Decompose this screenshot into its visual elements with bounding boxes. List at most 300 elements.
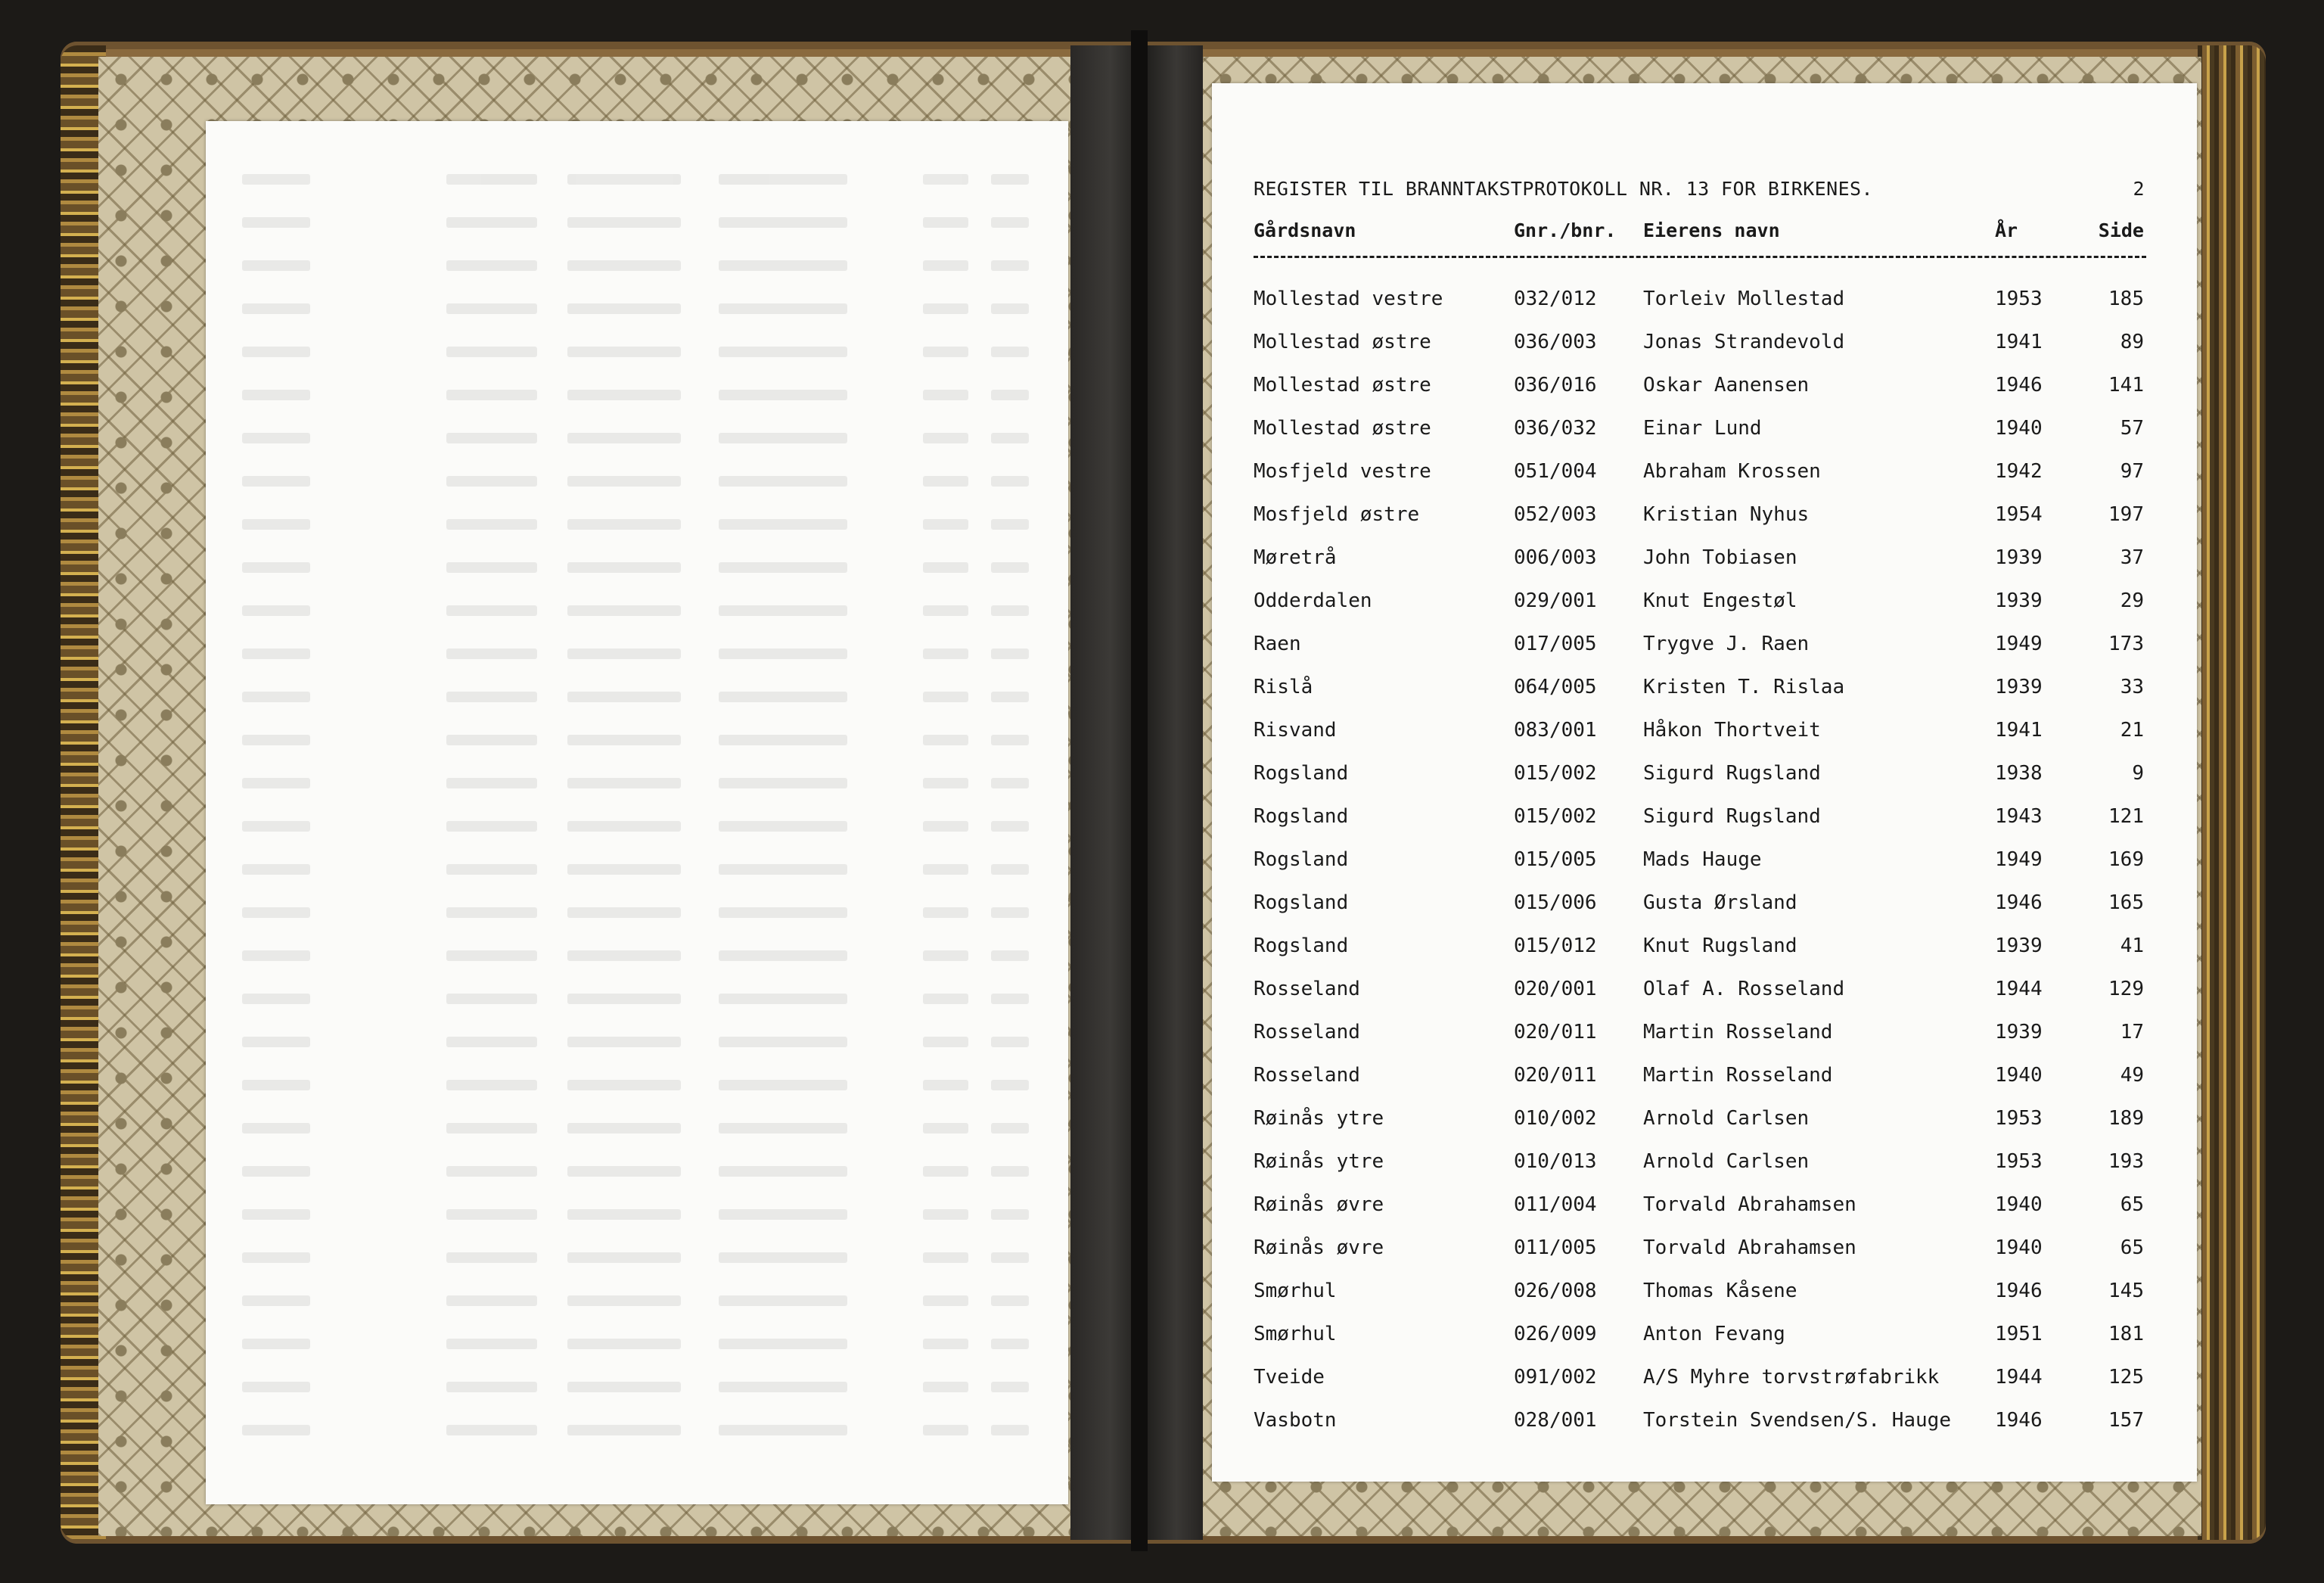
column-header-number: Gnr./bnr.: [1514, 219, 1617, 241]
bleed-through-mark: [242, 950, 310, 961]
bleed-through-mark: [923, 1166, 968, 1177]
bleed-through-mark: [242, 1209, 310, 1220]
bleed-through-mark: [923, 260, 968, 271]
bleed-through-mark: [242, 476, 310, 487]
owner-name: John Tobiasen: [1643, 546, 1797, 569]
page-reference: 141: [2108, 374, 2144, 397]
farm-name: Rosseland: [1254, 978, 1360, 1000]
bleed-through-mark: [567, 605, 681, 616]
bleed-through-mark: [567, 260, 681, 271]
bleed-through-mark: [923, 907, 968, 918]
bleed-through-mark: [242, 260, 310, 271]
bleed-through-mark: [446, 778, 537, 788]
bleed-through-mark: [991, 217, 1029, 228]
bleed-through-mark: [242, 433, 310, 443]
bleed-through-mark: [923, 1382, 968, 1392]
bleed-through-mark: [446, 347, 537, 357]
bleed-through-mark: [446, 692, 537, 702]
bleed-through-mark: [923, 1037, 968, 1047]
farm-name: Mollestad østre: [1254, 331, 1431, 353]
farm-name: Mosfjeld østre: [1254, 503, 1420, 526]
owner-name: Trygve J. Raen: [1643, 633, 1810, 655]
bleed-through-mark: [719, 1080, 847, 1090]
bleed-through-mark: [719, 1037, 847, 1047]
bleed-through-mark: [991, 1295, 1029, 1306]
bleed-through-mark: [991, 605, 1029, 616]
page-reference: 169: [2108, 848, 2144, 871]
bleed-through-mark: [242, 864, 310, 875]
owner-name: Gusta Ørsland: [1643, 891, 1797, 914]
page-reference: 145: [2108, 1280, 2144, 1302]
bleed-through-mark: [923, 390, 968, 400]
bleed-through-mark: [991, 1209, 1029, 1220]
bleed-through-mark: [446, 1209, 537, 1220]
bleed-through-mark: [446, 648, 537, 659]
owner-name: Anton Fevang: [1643, 1323, 1785, 1345]
page-reference: 173: [2108, 633, 2144, 655]
table-row: [1254, 1064, 2161, 1107]
bleed-through-mark: [567, 174, 681, 185]
bleed-through-mark: [567, 1252, 681, 1263]
page-reference: 185: [2108, 288, 2144, 310]
property-number: 006/003: [1514, 546, 1597, 569]
table-row: [1254, 676, 2161, 719]
page-reference: 181: [2108, 1323, 2144, 1345]
table-row: [1254, 805, 2161, 848]
bleed-through-mark: [923, 562, 968, 573]
bleed-through-mark: [719, 994, 847, 1004]
bleed-through-mark: [719, 562, 847, 573]
bleed-through-mark: [991, 347, 1029, 357]
bleed-through-mark: [446, 1123, 537, 1134]
farm-name: Rogsland: [1254, 805, 1349, 828]
farm-name: Tveide: [1254, 1366, 1325, 1389]
owner-name: Torstein Svendsen/S. Hauge: [1643, 1409, 1951, 1432]
bleed-through-mark: [446, 1382, 537, 1392]
bleed-through-mark: [242, 1123, 310, 1134]
farm-name: Røinås øvre: [1254, 1236, 1384, 1259]
year: 1953: [1995, 288, 2043, 310]
table-row: [1254, 762, 2161, 805]
property-number: 015/006: [1514, 891, 1597, 914]
year: 1946: [1995, 1280, 2043, 1302]
page-reference: 17: [2120, 1021, 2144, 1043]
table-row: [1254, 719, 2161, 762]
bleed-through-mark: [923, 1339, 968, 1349]
bleed-through-mark: [567, 390, 681, 400]
bleed-through-mark: [923, 1209, 968, 1220]
bleed-through-mark: [446, 476, 537, 487]
page-reference: 41: [2120, 935, 2144, 957]
owner-name: Håkon Thortveit: [1643, 719, 1821, 742]
bleed-through-mark: [923, 994, 968, 1004]
year: 1953: [1995, 1150, 2043, 1173]
year: 1949: [1995, 633, 2043, 655]
year: 1939: [1995, 546, 2043, 569]
bleed-through-mark: [719, 390, 847, 400]
bleed-through-mark: [567, 907, 681, 918]
farm-name: Rosseland: [1254, 1064, 1360, 1087]
bleed-through-mark: [923, 864, 968, 875]
bleed-through-mark: [923, 476, 968, 487]
bleed-through-mark: [719, 1166, 847, 1177]
bleed-through-mark: [719, 433, 847, 443]
year: 1939: [1995, 1021, 2043, 1043]
spine-gutter: [1131, 30, 1148, 1551]
bleed-through-mark: [719, 303, 847, 314]
farm-name: Smørhul: [1254, 1323, 1337, 1345]
bleed-through-mark: [242, 1252, 310, 1263]
bleed-through-mark: [446, 433, 537, 443]
table-row: [1254, 331, 2161, 374]
owner-name: Knut Engestøl: [1643, 589, 1797, 612]
bleed-through-mark: [923, 217, 968, 228]
bleed-through-mark: [923, 1252, 968, 1263]
page-reference: 21: [2120, 719, 2144, 742]
bleed-through-mark: [567, 648, 681, 659]
year: 1946: [1995, 374, 2043, 397]
bleed-through-mark: [446, 1339, 537, 1349]
year: 1943: [1995, 805, 2043, 828]
bleed-through-mark: [242, 692, 310, 702]
bleed-through-mark: [567, 821, 681, 832]
property-number: 015/002: [1514, 762, 1597, 785]
year: 1951: [1995, 1323, 2043, 1345]
cover-right-edge: [2198, 45, 2266, 1540]
table-row: [1254, 1323, 2161, 1366]
bleed-through-mark: [719, 864, 847, 875]
bleed-through-mark: [446, 390, 537, 400]
bleed-through-mark: [446, 260, 537, 271]
header-divider: [1254, 256, 2146, 258]
bleed-through-mark: [923, 519, 968, 530]
bleed-through-mark: [923, 605, 968, 616]
bleed-through-mark: [567, 1382, 681, 1392]
bleed-through-mark: [446, 1080, 537, 1090]
owner-name: Torvald Abrahamsen: [1643, 1236, 1856, 1259]
bleed-through-mark: [242, 994, 310, 1004]
owner-name: Kristen T. Rislaa: [1643, 676, 1845, 698]
bleed-through-mark: [242, 1425, 310, 1435]
document-title-line: [1254, 178, 2161, 204]
bleed-through-mark: [923, 648, 968, 659]
property-number: 052/003: [1514, 503, 1597, 526]
page-reference: 129: [2108, 978, 2144, 1000]
bleed-through-mark: [567, 1123, 681, 1134]
table-row: [1254, 1366, 2161, 1409]
page-reference: 189: [2108, 1107, 2144, 1130]
bleed-through-mark: [923, 174, 968, 185]
table-row: [1254, 935, 2161, 978]
bleed-through-mark: [567, 347, 681, 357]
column-header-year: År: [1995, 219, 2018, 241]
bleed-through-mark: [991, 864, 1029, 875]
bleed-through-mark: [242, 735, 310, 745]
bleed-through-mark: [567, 562, 681, 573]
bleed-through-mark: [446, 217, 537, 228]
bleed-through-mark: [567, 217, 681, 228]
bleed-through-mark: [991, 1123, 1029, 1134]
owner-name: Arnold Carlsen: [1643, 1107, 1810, 1130]
bleed-through-mark: [567, 1037, 681, 1047]
bleed-through-mark: [991, 1382, 1029, 1392]
table-row: [1254, 1021, 2161, 1064]
bleed-through-mark: [719, 260, 847, 271]
bleed-through-mark: [242, 347, 310, 357]
year: 1938: [1995, 762, 2043, 785]
bleed-through-mark: [567, 303, 681, 314]
page-reference: 49: [2120, 1064, 2144, 1087]
farm-name: Røinås ytre: [1254, 1107, 1384, 1130]
property-number: 010/013: [1514, 1150, 1597, 1173]
bleed-through-mark: [991, 1339, 1029, 1349]
page-reference: 97: [2120, 460, 2144, 483]
year: 1939: [1995, 935, 2043, 957]
bleed-through-mark: [991, 1166, 1029, 1177]
bleed-through-mark: [991, 907, 1029, 918]
page-reference: 197: [2108, 503, 2144, 526]
bleed-through-mark: [567, 1209, 681, 1220]
bleed-through-mark: [991, 778, 1029, 788]
bleed-through-mark: [567, 519, 681, 530]
farm-name: Mollestad østre: [1254, 417, 1431, 440]
property-number: 026/008: [1514, 1280, 1597, 1302]
owner-name: Torleiv Mollestad: [1643, 288, 1845, 310]
page-reference: 57: [2120, 417, 2144, 440]
page-reference: 65: [2120, 1236, 2144, 1259]
bleed-through-mark: [719, 174, 847, 185]
table-row: [1254, 1280, 2161, 1323]
bleed-through-mark: [991, 260, 1029, 271]
bleed-through-mark: [991, 174, 1029, 185]
bleed-through-mark: [446, 1166, 537, 1177]
farm-name: Rogsland: [1254, 935, 1349, 957]
page-number: 2: [2133, 178, 2145, 200]
property-number: 015/005: [1514, 848, 1597, 871]
bleed-through-mark: [567, 778, 681, 788]
bleed-through-mark: [923, 1295, 968, 1306]
year: 1942: [1995, 460, 2043, 483]
bleed-through-mark: [991, 692, 1029, 702]
farm-name: Vasbotn: [1254, 1409, 1337, 1432]
page-reference: 29: [2120, 589, 2144, 612]
bleed-through-mark: [991, 1080, 1029, 1090]
bleed-through-mark: [923, 1425, 968, 1435]
property-number: 028/001: [1514, 1409, 1597, 1432]
owner-name: Sigurd Rugsland: [1643, 762, 1821, 785]
farm-name: Møretrå: [1254, 546, 1337, 569]
bleed-through-mark: [446, 994, 537, 1004]
farm-name: Rogsland: [1254, 891, 1349, 914]
owner-name: Jonas Strandevold: [1643, 331, 1845, 353]
table-row: [1254, 1236, 2161, 1280]
bleed-through-mark: [567, 1166, 681, 1177]
bleed-through-mark: [991, 303, 1029, 314]
owner-name: Knut Rugsland: [1643, 935, 1797, 957]
bleed-through-mark: [567, 864, 681, 875]
page-reference: 193: [2108, 1150, 2144, 1173]
farm-name: Rogsland: [1254, 762, 1349, 785]
table-row: [1254, 589, 2161, 633]
bleed-through-mark: [242, 1080, 310, 1090]
farm-name: Mollestad vestre: [1254, 288, 1443, 310]
bleed-through-mark: [567, 735, 681, 745]
bleed-through-mark: [923, 692, 968, 702]
bleed-through-mark: [242, 217, 310, 228]
page-reference: 125: [2108, 1366, 2144, 1389]
bleed-through-mark: [242, 605, 310, 616]
year: 1939: [1995, 676, 2043, 698]
bleed-through-mark: [991, 433, 1029, 443]
property-number: 091/002: [1514, 1366, 1597, 1389]
bleed-through-mark: [719, 217, 847, 228]
owner-name: A/S Myhre torvstrøfabrikk: [1643, 1366, 1940, 1389]
table-row: [1254, 978, 2161, 1021]
table-row: [1254, 1150, 2161, 1193]
farm-name: Raen: [1254, 633, 1301, 655]
owner-name: Olaf A. Rosseland: [1643, 978, 1845, 1000]
property-number: 020/011: [1514, 1064, 1597, 1087]
year: 1954: [1995, 503, 2043, 526]
year: 1953: [1995, 1107, 2043, 1130]
bleed-through-mark: [242, 1037, 310, 1047]
page-reference: 65: [2120, 1193, 2144, 1216]
property-number: 051/004: [1514, 460, 1597, 483]
year: 1946: [1995, 1409, 2043, 1432]
bleed-through-mark: [719, 519, 847, 530]
farm-name: Mosfjeld vestre: [1254, 460, 1431, 483]
table-row: [1254, 1193, 2161, 1236]
bleed-through-mark: [923, 303, 968, 314]
bleed-through-mark: [719, 648, 847, 659]
year: 1940: [1995, 1236, 2043, 1259]
bleed-through-mark: [242, 821, 310, 832]
owner-name: Thomas Kåsene: [1643, 1280, 1797, 1302]
bleed-through-mark: [242, 907, 310, 918]
bleed-through-mark: [719, 692, 847, 702]
property-number: 036/032: [1514, 417, 1597, 440]
year: 1944: [1995, 978, 2043, 1000]
column-header-owner: Eierens navn: [1643, 219, 1780, 241]
bleed-through-mark: [567, 433, 681, 443]
table-row: [1254, 1409, 2161, 1452]
property-number: 011/005: [1514, 1236, 1597, 1259]
bleed-through-mark: [991, 562, 1029, 573]
bleed-through-mark: [567, 476, 681, 487]
farm-name: Rosseland: [1254, 1021, 1360, 1043]
bleed-through-mark: [719, 907, 847, 918]
bleed-through-mark: [991, 390, 1029, 400]
bleed-through-mark: [719, 1295, 847, 1306]
bleed-through-mark: [923, 1123, 968, 1134]
bleed-through-mark: [446, 519, 537, 530]
farm-name: Rogsland: [1254, 848, 1349, 871]
column-header-page: Side: [2098, 219, 2144, 241]
property-number: 015/012: [1514, 935, 1597, 957]
farm-name: Smørhul: [1254, 1280, 1337, 1302]
page-reference: 89: [2120, 331, 2144, 353]
table-row: [1254, 1107, 2161, 1150]
property-number: 036/003: [1514, 331, 1597, 353]
owner-name: Kristian Nyhus: [1643, 503, 1810, 526]
property-number: 032/012: [1514, 288, 1597, 310]
page-reference: 9: [2132, 762, 2144, 785]
property-number: 064/005: [1514, 676, 1597, 698]
page-reference: 157: [2108, 1409, 2144, 1432]
bleed-through-mark: [567, 1295, 681, 1306]
table-row: [1254, 460, 2161, 503]
table-row: [1254, 891, 2161, 935]
document-title: REGISTER TIL BRANNTAKSTPROTOKOLL NR. 13 FOR BIRKENES.: [1254, 178, 1873, 200]
property-number: 011/004: [1514, 1193, 1597, 1216]
bleed-through-mark: [923, 950, 968, 961]
year: 1940: [1995, 1193, 2043, 1216]
table-row: [1254, 417, 2161, 460]
bleed-through-mark: [242, 1295, 310, 1306]
farm-name: Mollestad østre: [1254, 374, 1431, 397]
bleed-through-mark: [991, 994, 1029, 1004]
bleed-through-mark: [446, 735, 537, 745]
bleed-through-mark: [991, 1252, 1029, 1263]
bleed-through-mark: [242, 562, 310, 573]
table-row: [1254, 848, 2161, 891]
owner-name: Martin Rosseland: [1643, 1064, 1833, 1087]
bleed-through-mark: [446, 1295, 537, 1306]
bleed-through-mark: [991, 735, 1029, 745]
bleed-through-mark: [923, 821, 968, 832]
bleed-through-mark: [446, 907, 537, 918]
table-row: [1254, 633, 2161, 676]
bleed-through-mark: [923, 433, 968, 443]
bleed-through-mark: [446, 950, 537, 961]
farm-name: Risvand: [1254, 719, 1337, 742]
year: 1940: [1995, 417, 2043, 440]
bleed-through-mark: [923, 735, 968, 745]
page-reference: 33: [2120, 676, 2144, 698]
year: 1949: [1995, 848, 2043, 871]
farm-name: Rislå: [1254, 676, 1313, 698]
bleed-through-mark: [719, 950, 847, 961]
table-row: [1254, 288, 2161, 331]
bleed-through-mark: [567, 1080, 681, 1090]
bleed-through-mark: [446, 605, 537, 616]
bleed-through-mark: [991, 1037, 1029, 1047]
year: 1944: [1995, 1366, 2043, 1389]
bleed-through-mark: [242, 519, 310, 530]
bleed-through-mark: [719, 605, 847, 616]
bleed-through-mark: [923, 778, 968, 788]
property-number: 036/016: [1514, 374, 1597, 397]
property-number: 010/002: [1514, 1107, 1597, 1130]
bleed-through-mark: [242, 303, 310, 314]
bleed-through-mark: [719, 1252, 847, 1263]
bleed-through-mark: [719, 1339, 847, 1349]
page-reference: 37: [2120, 546, 2144, 569]
table-header: [1254, 219, 2161, 247]
table-row: [1254, 374, 2161, 417]
bleed-through-mark: [567, 692, 681, 702]
bleed-through-mark: [719, 1123, 847, 1134]
bleed-through-mark: [242, 1382, 310, 1392]
bleed-through-mark: [567, 1339, 681, 1349]
owner-name: Torvald Abrahamsen: [1643, 1193, 1856, 1216]
bleed-through-mark: [446, 1037, 537, 1047]
owner-name: Oskar Aanensen: [1643, 374, 1810, 397]
bleed-through-mark: [991, 821, 1029, 832]
table-row: [1254, 503, 2161, 546]
owner-name: Sigurd Rugsland: [1643, 805, 1821, 828]
property-number: 017/005: [1514, 633, 1597, 655]
